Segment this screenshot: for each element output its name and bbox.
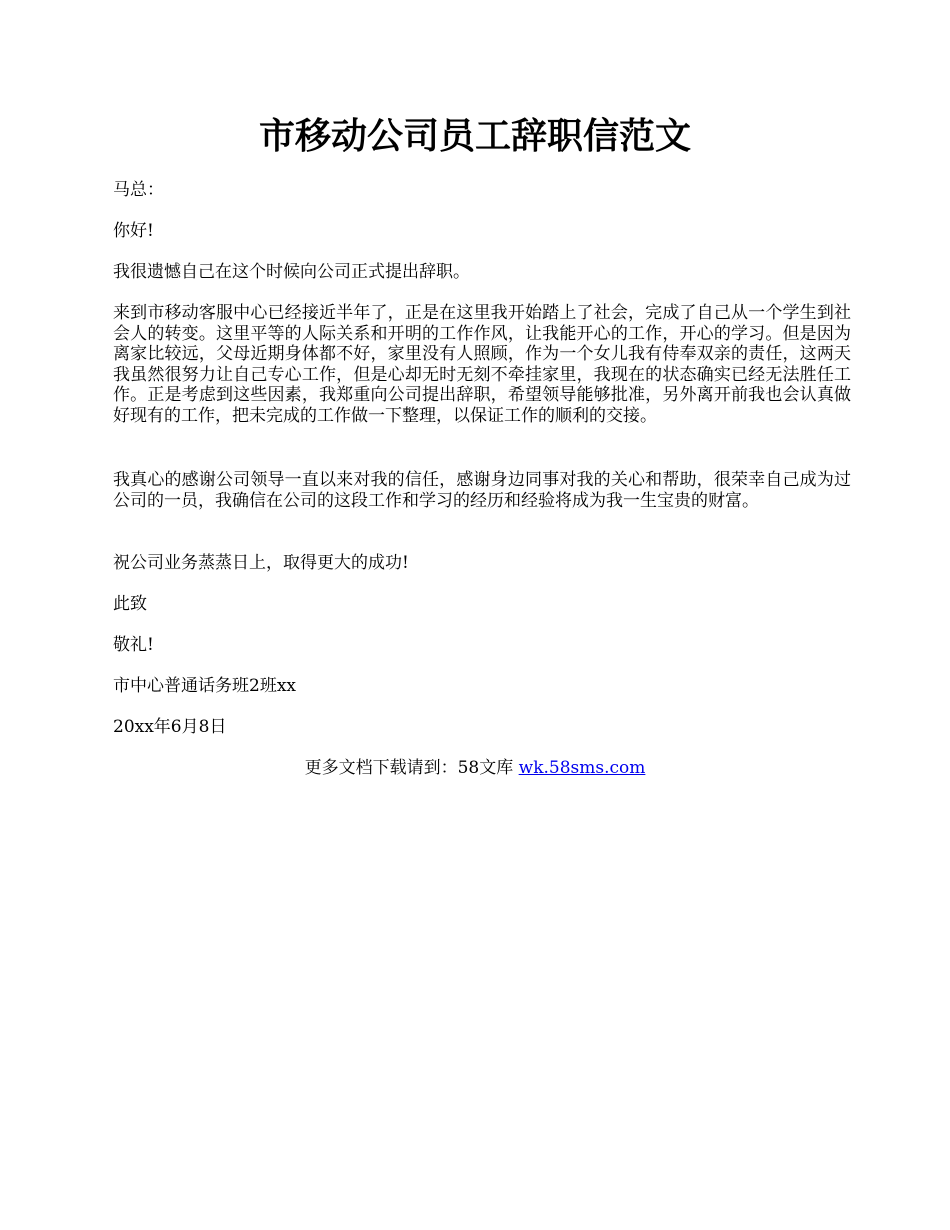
footer-link[interactable]: wk.58sms.com	[518, 758, 646, 778]
greeting: 你好!	[113, 221, 154, 241]
paragraph-regret: 我很遗憾自己在这个时候向公司正式提出辞职。	[113, 262, 470, 282]
download-footer	[0, 757, 950, 779]
closing-jing-li: 敬礼!	[113, 635, 154, 655]
paragraph-reasons: 来到市移动客服中心已经接近半年了，正是在这里我开始踏上了社会，完成了自己从一个学生到社会人的转变。这里平等的人际关系和开明的工作作风，让我能开心的工作，开心的学习。但是因为离家比较远，父母近期身体都不好，家里没有人照顾，作为一个女儿我有侍奉双亲的责任，这两天我虽然很努力让自己专心工作，但是心却无时无刻不牵挂家里，我现在的状态确实已经无法胜任工作。正是考虑到这些因素，我郑重向公司提出辞职，希望领导能够批准，另外离开前我也会认真做好现有的工作，把未完成的工作做一下整理，以保证工作的顺利的交接。	[113, 303, 851, 426]
document-title: 市移动公司员工辞职信范文	[258, 115, 691, 157]
closing-ci-zhi: 此致	[113, 594, 147, 614]
date: 20xx年6月8日	[113, 717, 227, 737]
salutation: 马总：	[113, 180, 164, 200]
paragraph-thanks: 我真心的感谢公司领导一直以来对我的信任，感谢身边同事对我的关心和帮助，很荣幸自己成为过公司的一员，我确信在公司的这段工作和学习的经历和经验将成为我一生宝贵的财富。	[113, 470, 851, 511]
signature: 市中心普通话务班2班xx	[113, 676, 296, 696]
footer-prefix: 更多文档下载请到：58文库	[304, 758, 519, 778]
paragraph-wishes: 祝公司业务蒸蒸日上，取得更大的成功!	[113, 553, 409, 573]
